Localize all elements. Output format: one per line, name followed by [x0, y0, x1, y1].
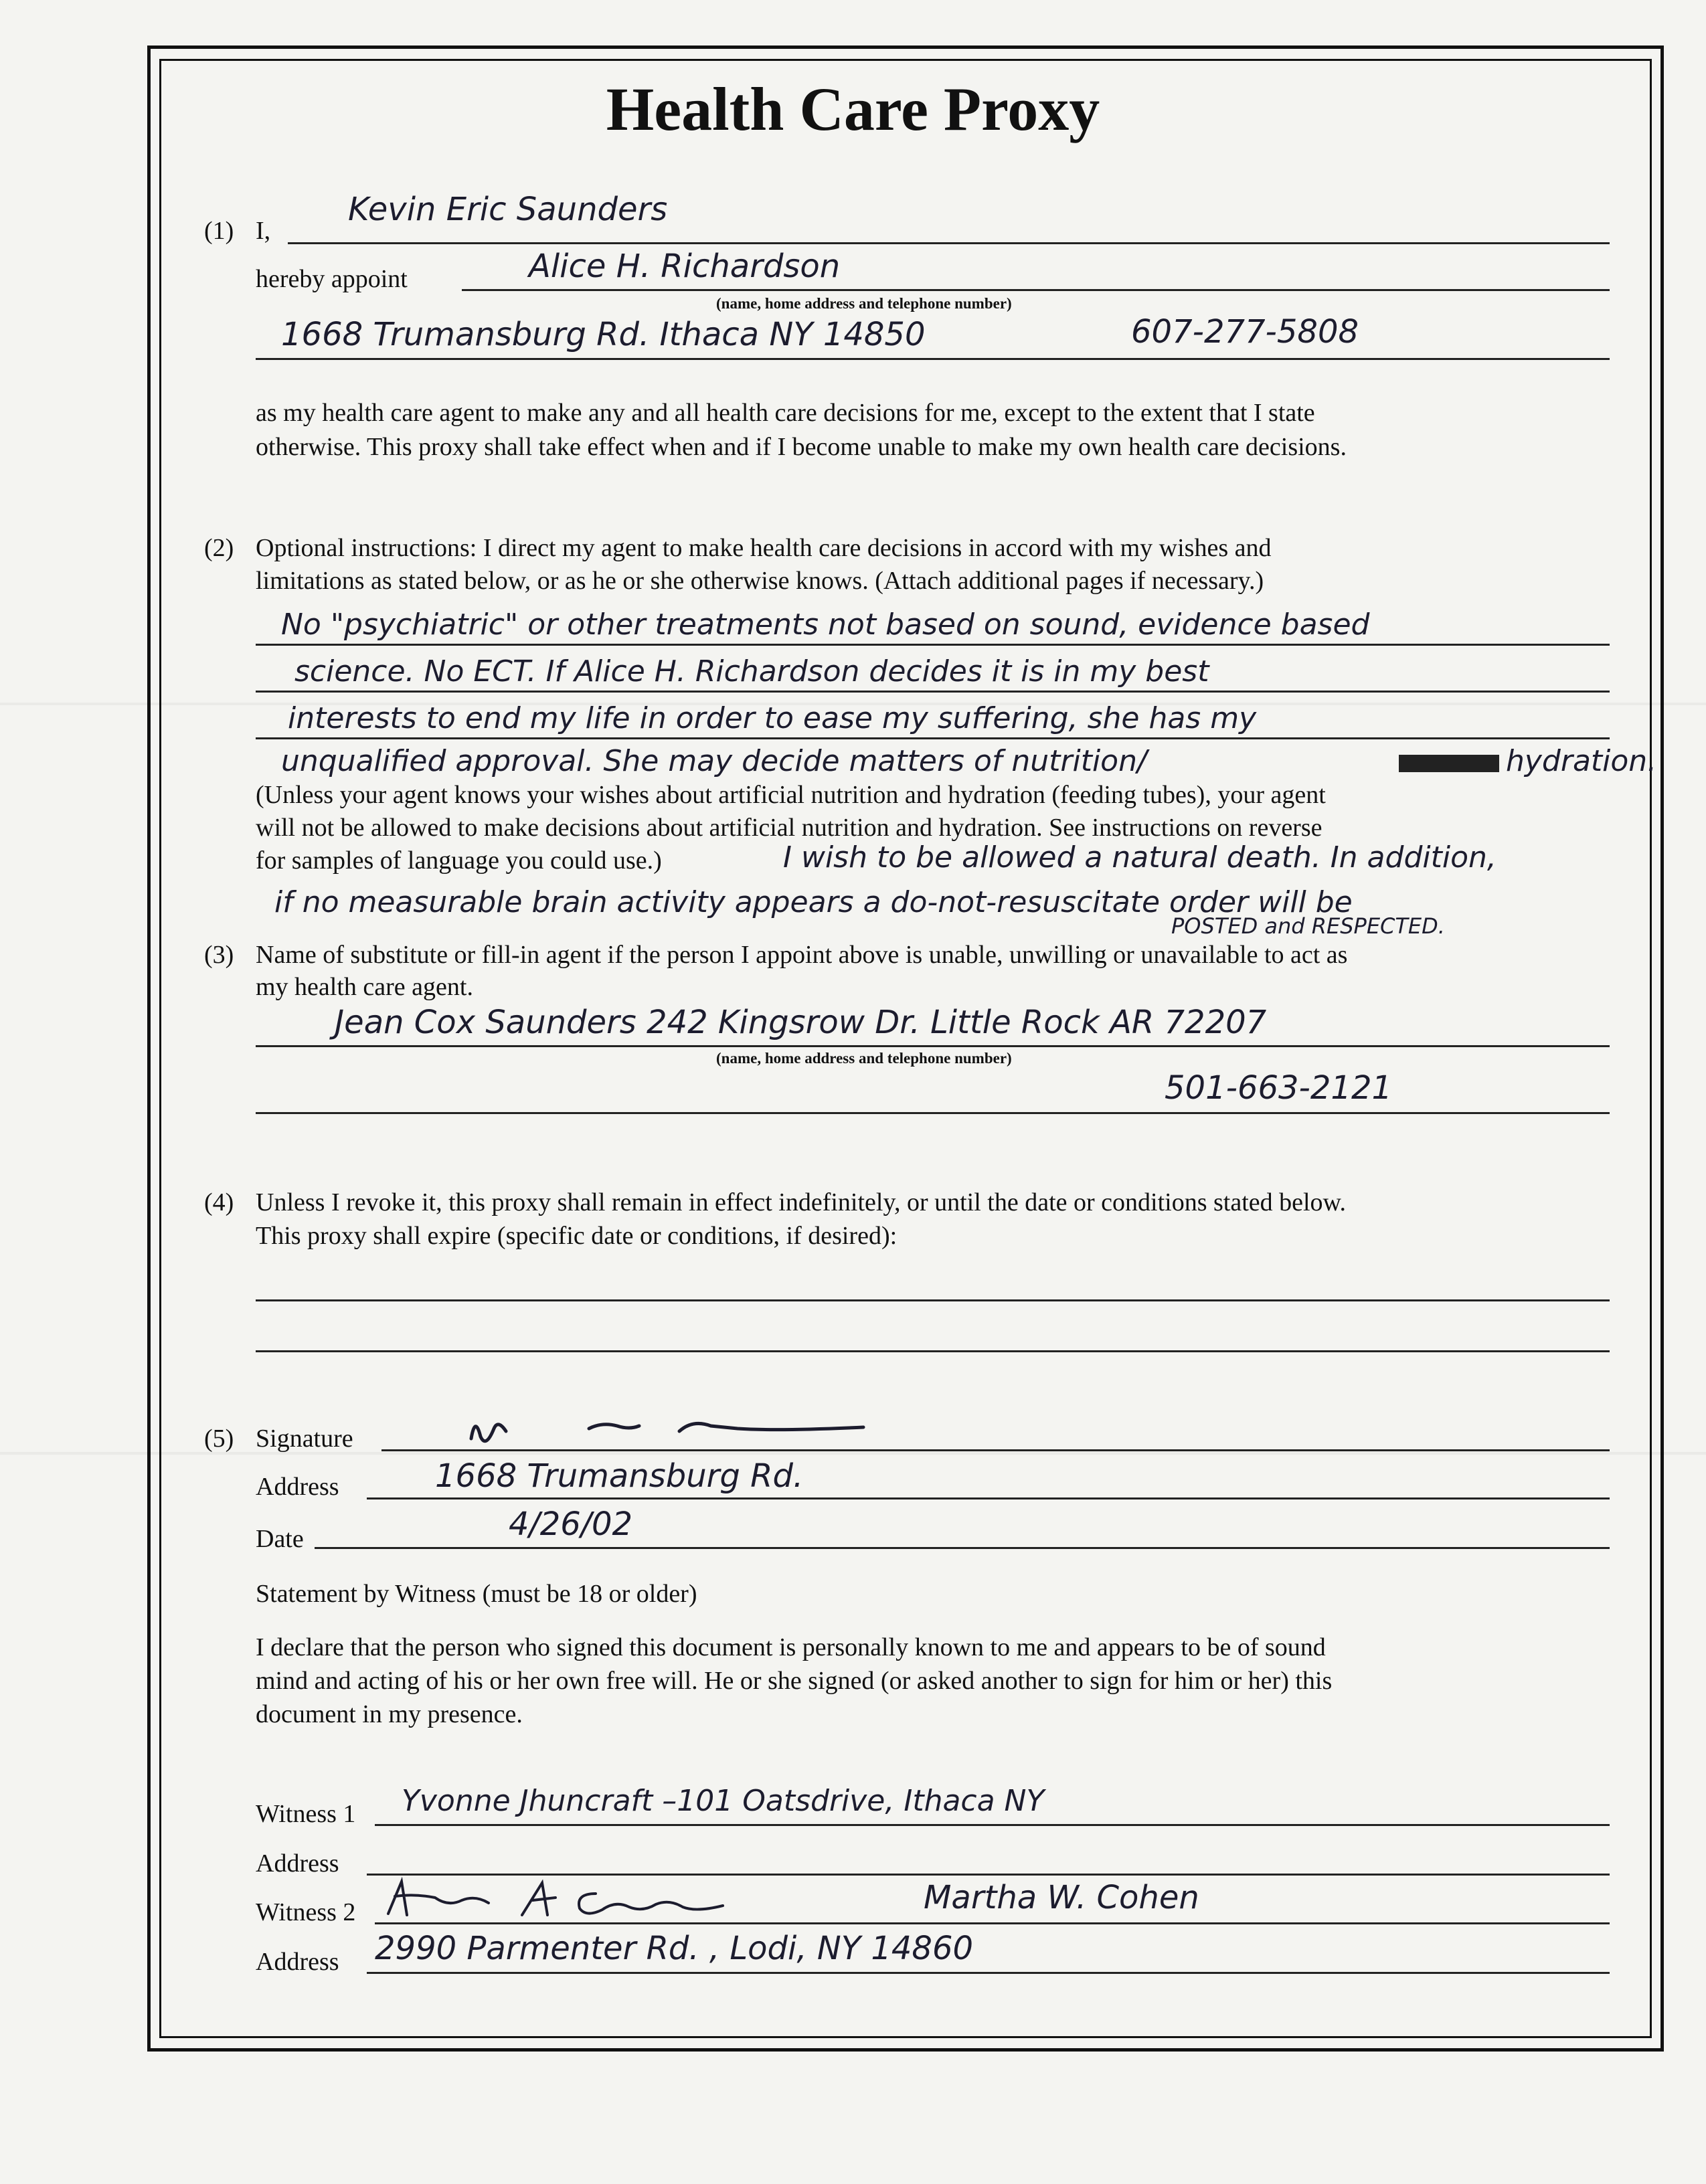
- page-title: Health Care Proxy: [606, 75, 1100, 143]
- section-5-number: (5): [204, 1425, 234, 1453]
- witness-2-address-line: [367, 1972, 1610, 1974]
- section-4-line-2: This proxy shall expire (specific date or conditions, if desired):: [256, 1222, 898, 1250]
- witness-declaration-2: mind and acting of his or her own free will. He or she signed (or asked another to sign for him or her) this: [256, 1667, 1333, 1695]
- principal-address[interactable]: 1668 Trumansburg Rd.: [435, 1457, 804, 1495]
- scribbled-out-word: [1399, 755, 1499, 772]
- witness-1-signature-address[interactable]: Yvonne Jhuncraft –101 Oatsdrive, Ithaca NY: [402, 1784, 1045, 1818]
- section-2-note-1: (Unless your agent knows your wishes about artificial nutrition and hydration (feeding tubes), your agent: [256, 781, 1326, 809]
- principal-name[interactable]: Kevin Eric Saunders: [348, 191, 668, 228]
- expiration-line-1: [256, 1299, 1610, 1301]
- section-2-line-1: Optional instructions: I direct my agent to make health care decisions in accord with my wishes and: [256, 534, 1272, 562]
- section-1-body-line-1: as my health care agent to make any and all health care decisions for me, except to the extent that I state: [256, 399, 1315, 427]
- witness-2-signature[interactable]: [375, 1874, 750, 1927]
- instructions-hw-5[interactable]: I wish to be allowed a natural death. In addition,: [783, 840, 1497, 875]
- principal-line: [288, 242, 1610, 244]
- instructions-hw-4[interactable]: unqualified approval. She may decide matters of nutrition/: [281, 744, 1147, 778]
- substitute-phone[interactable]: 501-663-2121: [1165, 1069, 1393, 1107]
- instructions-hw-6[interactable]: if no measurable brain activity appears a do-not-resuscitate order will be: [274, 885, 1353, 919]
- signature-label: Signature: [256, 1425, 353, 1453]
- section-3-line-2: my health care agent.: [256, 973, 473, 1001]
- agent-line: [462, 289, 1610, 291]
- expiration-line-2: [256, 1350, 1610, 1352]
- principal-signature[interactable]: [462, 1402, 877, 1455]
- section-2-number: (2): [204, 534, 234, 562]
- witness-declaration-3: document in my presence.: [256, 1700, 523, 1728]
- date-line: [315, 1547, 1610, 1549]
- agent-phone[interactable]: 607-277-5808: [1131, 313, 1359, 351]
- substitute-line: [256, 1045, 1610, 1047]
- section-2-note-2: will not be allowed to make decisions about artificial nutrition and hydration. See instructions on reverse: [256, 814, 1323, 842]
- instructions-line-2: [256, 691, 1610, 693]
- instructions-line-1: [256, 644, 1610, 646]
- instructions-hw-4-end[interactable]: hydration.: [1506, 744, 1657, 778]
- instructions-hw-1[interactable]: No "psychiatric" or other treatments not based on sound, evidence based: [281, 608, 1370, 642]
- date-label: Date: [256, 1525, 304, 1553]
- section-3-line-1: Name of substitute or fill-in agent if the person I appoint above is unable, unwilling or unavailable to act as: [256, 941, 1348, 969]
- witness-1-label: Witness 1: [256, 1800, 356, 1828]
- instructions-hw-3[interactable]: interests to end my life in order to ease my suffering, she has my: [288, 701, 1257, 735]
- signature-date[interactable]: 4/26/02: [509, 1506, 633, 1543]
- agent-caption: (name, home address and telephone number): [716, 295, 1012, 312]
- inner-border: [159, 59, 1652, 2038]
- witness-1-line: [375, 1824, 1610, 1826]
- agent-address[interactable]: 1668 Trumansburg Rd. Ithaca NY 14850: [281, 316, 926, 353]
- section-4-number: (4): [204, 1188, 234, 1216]
- substitute-name-address[interactable]: Jean Cox Saunders 242 Kingsrow Dr. Little Rock AR 72207: [335, 1004, 1267, 1041]
- section-2-note-3: for samples of language you could use.): [256, 846, 662, 875]
- instructions-hw-2[interactable]: science. No ECT. If Alice H. Richardson decides it is in my best: [294, 654, 1209, 689]
- witness-heading: Statement by Witness (must be 18 or older): [256, 1580, 697, 1608]
- section-4-line-1: Unless I revoke it, this proxy shall remain in effect indefinitely, or until the date or conditions stated below.: [256, 1188, 1347, 1216]
- witness-2-label: Witness 2: [256, 1898, 356, 1926]
- address-label: Address: [256, 1473, 339, 1501]
- witness-2-printed-name[interactable]: Martha W. Cohen: [924, 1879, 1199, 1916]
- substitute-caption: (name, home address and telephone number): [716, 1050, 1012, 1067]
- section-1-body-line-2: otherwise. This proxy shall take effect when and if I become unable to make my own health care decisions.: [256, 433, 1347, 461]
- witness-2-address-label: Address: [256, 1948, 339, 1976]
- address-line: [367, 1497, 1610, 1499]
- principal-label: I,: [256, 217, 271, 245]
- section-3-number: (3): [204, 941, 234, 969]
- substitute-phone-line: [256, 1112, 1610, 1114]
- witness-declaration-1: I declare that the person who signed this document is personally known to me and appears to be of sound: [256, 1633, 1326, 1661]
- appoint-label: hereby appoint: [256, 265, 408, 293]
- witness-2-address[interactable]: 2990 Parmenter Rd. , Lodi, NY 14860: [375, 1930, 974, 1967]
- section-2-line-2: limitations as stated below, or as he or she otherwise knows. (Attach additional pages if necessary.): [256, 567, 1264, 595]
- agent-name[interactable]: Alice H. Richardson: [529, 248, 841, 285]
- section-1-number: (1): [204, 217, 234, 245]
- instructions-line-3: [256, 737, 1610, 739]
- instructions-hw-7[interactable]: POSTED and RESPECTED.: [1171, 913, 1445, 939]
- witness-1-address-label: Address: [256, 1849, 339, 1878]
- agent-address-line: [256, 358, 1610, 360]
